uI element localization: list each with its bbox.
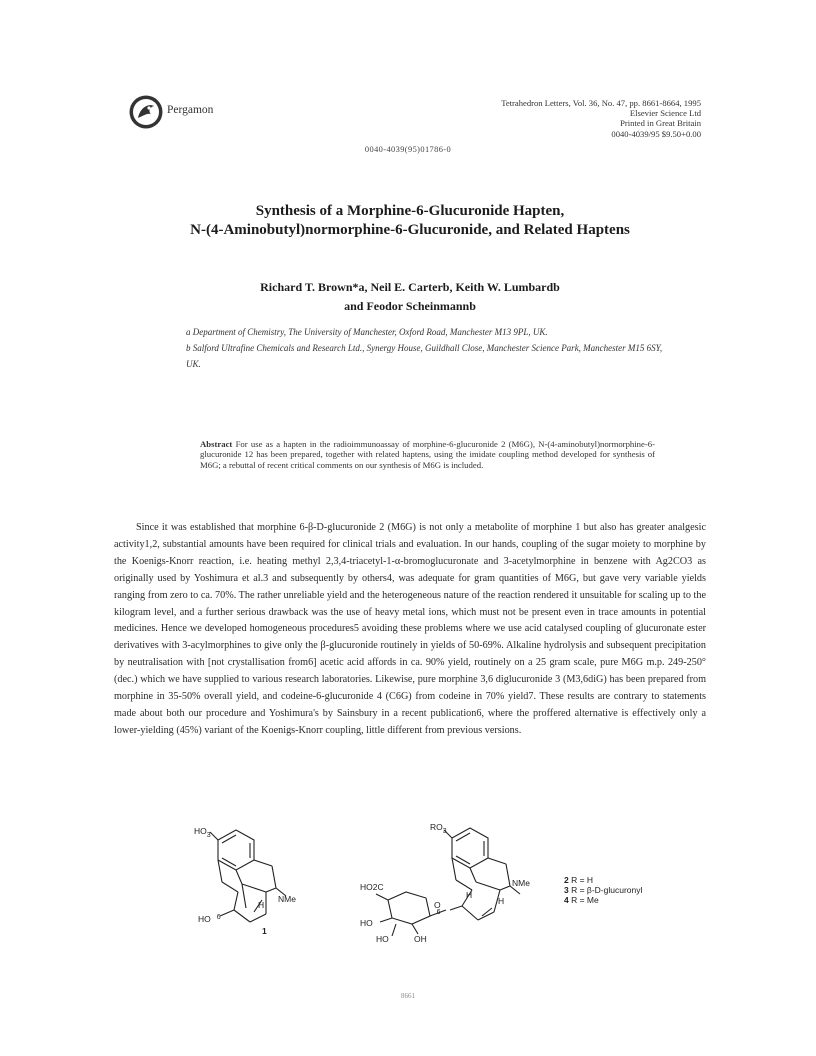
ro3-label: $RO_3$	[430, 822, 447, 835]
nme-label-2: NMe	[512, 878, 530, 888]
h-label-2a: H	[466, 890, 473, 900]
ho-label-2b: HO	[376, 934, 389, 944]
abstract-label: Abstract	[200, 439, 233, 449]
citation-line: Elsevier Science Ltd	[629, 108, 701, 119]
abstract-text: For use as a hapten in the radioimmunoassay of morphine-6-glucuronide 2 (M6G), N-(4-aminobutyl)normorphine-6-glucuronide 12 has been prepared, together with related haptens, using the imidate coupling method developed for synthesis of M6G; a rebuttal of recent critical comments on our synthesis of M6G is included.	[200, 439, 655, 470]
title-line: N-(4-Aminobutyl)normorphine-6-Glucuronide, and Related Haptens	[190, 222, 630, 238]
o6-link-label: O 6	[434, 900, 441, 916]
ho6-label: HO $^6$	[198, 914, 221, 924]
citation-line: Printed in Great Britain	[620, 118, 701, 129]
compound-label-row: 4 R = Me	[564, 895, 599, 905]
doi: 0040-4039(95)01786-0	[364, 145, 452, 154]
publisher-name: Pergamon	[167, 104, 214, 116]
affiliation-a: a Department of Chemistry, The University of Manchester, Oxford Road, Manchester M13 9PL, UK.	[186, 327, 548, 337]
compound-label-row: 3 R = β-D-glucuronyl	[564, 885, 643, 895]
compound-label-row: 2 R = H	[564, 875, 594, 885]
title-line: Synthesis of a Morphine-6-Glucuronide Hapten,	[255, 203, 565, 219]
authors	[60, 278, 760, 316]
affiliation-b: b Salford Ultrafine Chemicals and Research Ltd., Synergy House, Guildhall Close, Manchester Science Park, Manchester M15 6SY, UK.	[186, 343, 663, 369]
body-paragraph: Since it was established that morphine 6-β-D-glucuronide 2 (M6G) is not only a metabolite of morphine 1 but also has greater analgesic activity1,2, substantial amounts have been required for clinical trials and evaluation. In our hands, coupling of the sugar moiety to morphine by the Koenigs-Knorr reaction, i.e. heating methyl 2,3,4-triacetyl-1-α-bromoglucuronate and 3-acetylmorphine in benzene with Ag2CO3 as originally used by Yoshimura et al.3 and subsequently by others4, was adequate for gram quantities of M6G, but gave very variable yields ranging from zero to ca. 70%. The rather unreliable yield and the heterogeneous nature of the reaction rendered it unsuitable for scaling up to the kilogram level, and a further serious drawback was the use of heavy metal ions, which must not be present even in trace amounts in potential medicines. Hence we developed homogeneous procedures5 avoiding these problems where we use acid catalysed coupling of glucuronate ester derivatives with 3-acylmorphines to give only the β-glucuronide routinely in yields of 50-69%. Alkaline hydrolysis and subsequent precipitation by neutralisation with [not crystallisation from6] acetic acid affords in ca. 90% yield, routinely on a 25 gram scale, pure M6G m.p. 249-250°(dec.) which we have supplied to various research laboratories. Likewise, pure morphine 3,6 diglucuronide 3 (M3,6diG) has been prepared from morphine in 35-50% overall yield, and codeine-6-glucuronide 4 (C6G) from codeine in 70% yield7. These results are contrary to statements made about both our procedure and Yoshimura's by Sainsbury in a recent publication6, where the proffered alternative is effectively only a lower-yielding (45%) variant of the Koenigs-Knorr coupling, little different from previous versions.	[114, 522, 706, 736]
abstract	[200, 439, 655, 470]
h-label-1: H	[258, 900, 265, 910]
ho-label-2a: HO	[360, 918, 373, 928]
compound-labels	[564, 875, 642, 905]
pergamon-logo-icon	[128, 94, 164, 130]
citation-line: Tetrahedron Letters, Vol. 36, No. 47, pp. 8661-8664, 1995	[501, 98, 701, 108]
ho3-label: $HO_3$	[194, 826, 211, 839]
co2h-label: HO2C	[360, 882, 384, 892]
authors-line: Richard T. Brown*a, Neil E. Carterb, Keith W. Lumbardb	[260, 280, 560, 294]
compound-number-1: 1	[262, 926, 267, 936]
citation-block	[501, 98, 701, 139]
oh-label: OH	[414, 934, 427, 944]
paper-title	[60, 202, 760, 240]
h-label-2b: H	[498, 896, 505, 906]
authors-line: and Feodor Scheinmannb	[344, 299, 476, 313]
citation-line: 0040-4039/95 $9.50+0.00	[611, 128, 701, 139]
nme-label-1: NMe	[278, 894, 296, 904]
page-number: 8661	[401, 992, 415, 1000]
affiliations	[186, 324, 666, 372]
